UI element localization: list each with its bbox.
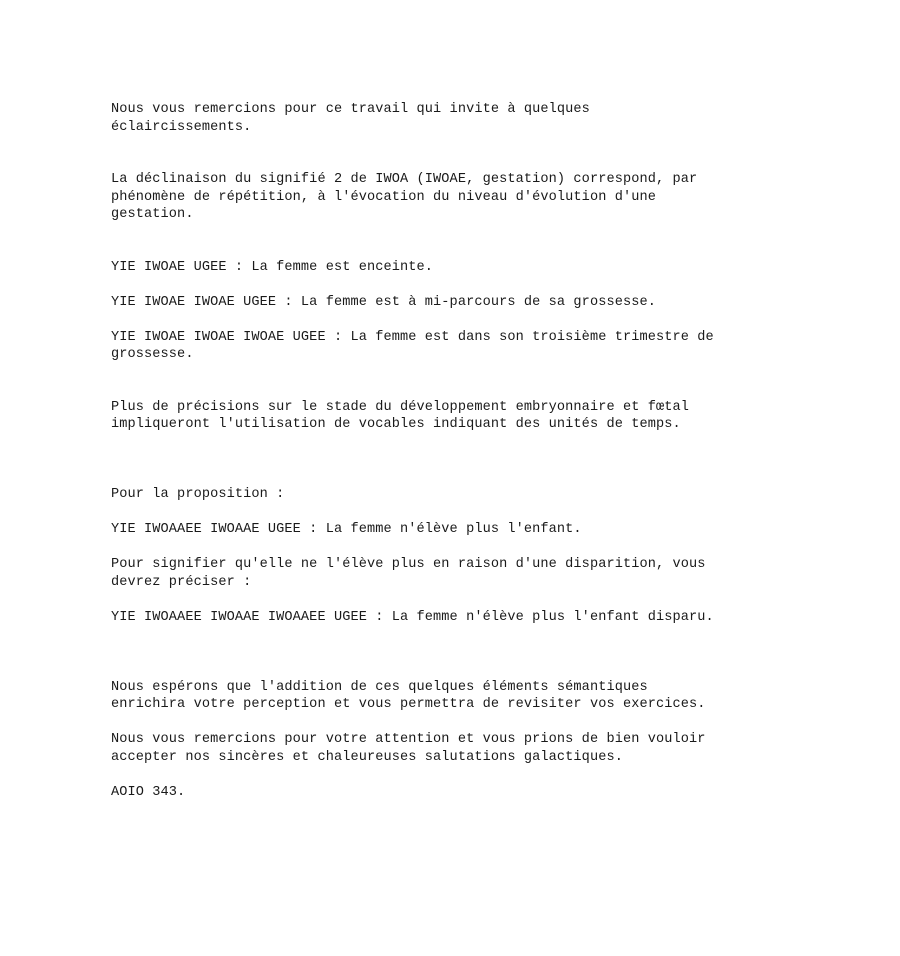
precision-paragraph: Plus de précisions sur le stade du développement embryonnaire et fœtal impliqueront l'utilisation de vocables indiquant des unités de temps.	[111, 399, 690, 432]
example-mid-pregnancy: YIE IWOAE IWOAE UGEE : La femme est à mi-parcours de sa grossesse.	[111, 294, 656, 310]
disappearance-paragraph: Pour signifier qu'elle ne l'élève plus en raison d'une disparition, vous devrez préciser :	[111, 557, 706, 590]
declension-paragraph: La déclinaison du signifié 2 de IWOA (IWOAE, gestation) correspond, par phénomène de répétition, à l'évocation du niveau d'évolution d'une gestation.	[111, 172, 698, 222]
hope-paragraph: Nous espérons que l'addition de ces quelques éléments sémantiques enrichira votre perception et vous permettra de revisiter vos exercices.	[111, 679, 706, 712]
example-disappeared-child: YIE IWOAAEE IWOAAE IWOAAEE UGEE : La femme n'élève plus l'enfant disparu.	[111, 609, 714, 625]
example-pregnant: YIE IWOAE UGEE : La femme est enceinte.	[111, 259, 434, 275]
closing-paragraph: Nous vous remercions pour votre attention et vous prions de bien vouloir accepter nos sincères et chaleureuses salutations galactiques.	[111, 732, 706, 765]
signature: AOIO 343.	[111, 784, 186, 800]
intro-paragraph: Nous vous remercions pour ce travail qui invite à quelques éclaircissements.	[111, 102, 590, 135]
letter-body	[111, 101, 831, 801]
proposition-heading: Pour la proposition :	[111, 487, 285, 502]
example-third-trimester: YIE IWOAE IWOAE IWOAE UGEE : La femme est dans son troisième trimestre de grossesse.	[111, 329, 714, 362]
example-no-longer-raises: YIE IWOAAEE IWOAAE UGEE : La femme n'élève plus l'enfant.	[111, 522, 582, 537]
